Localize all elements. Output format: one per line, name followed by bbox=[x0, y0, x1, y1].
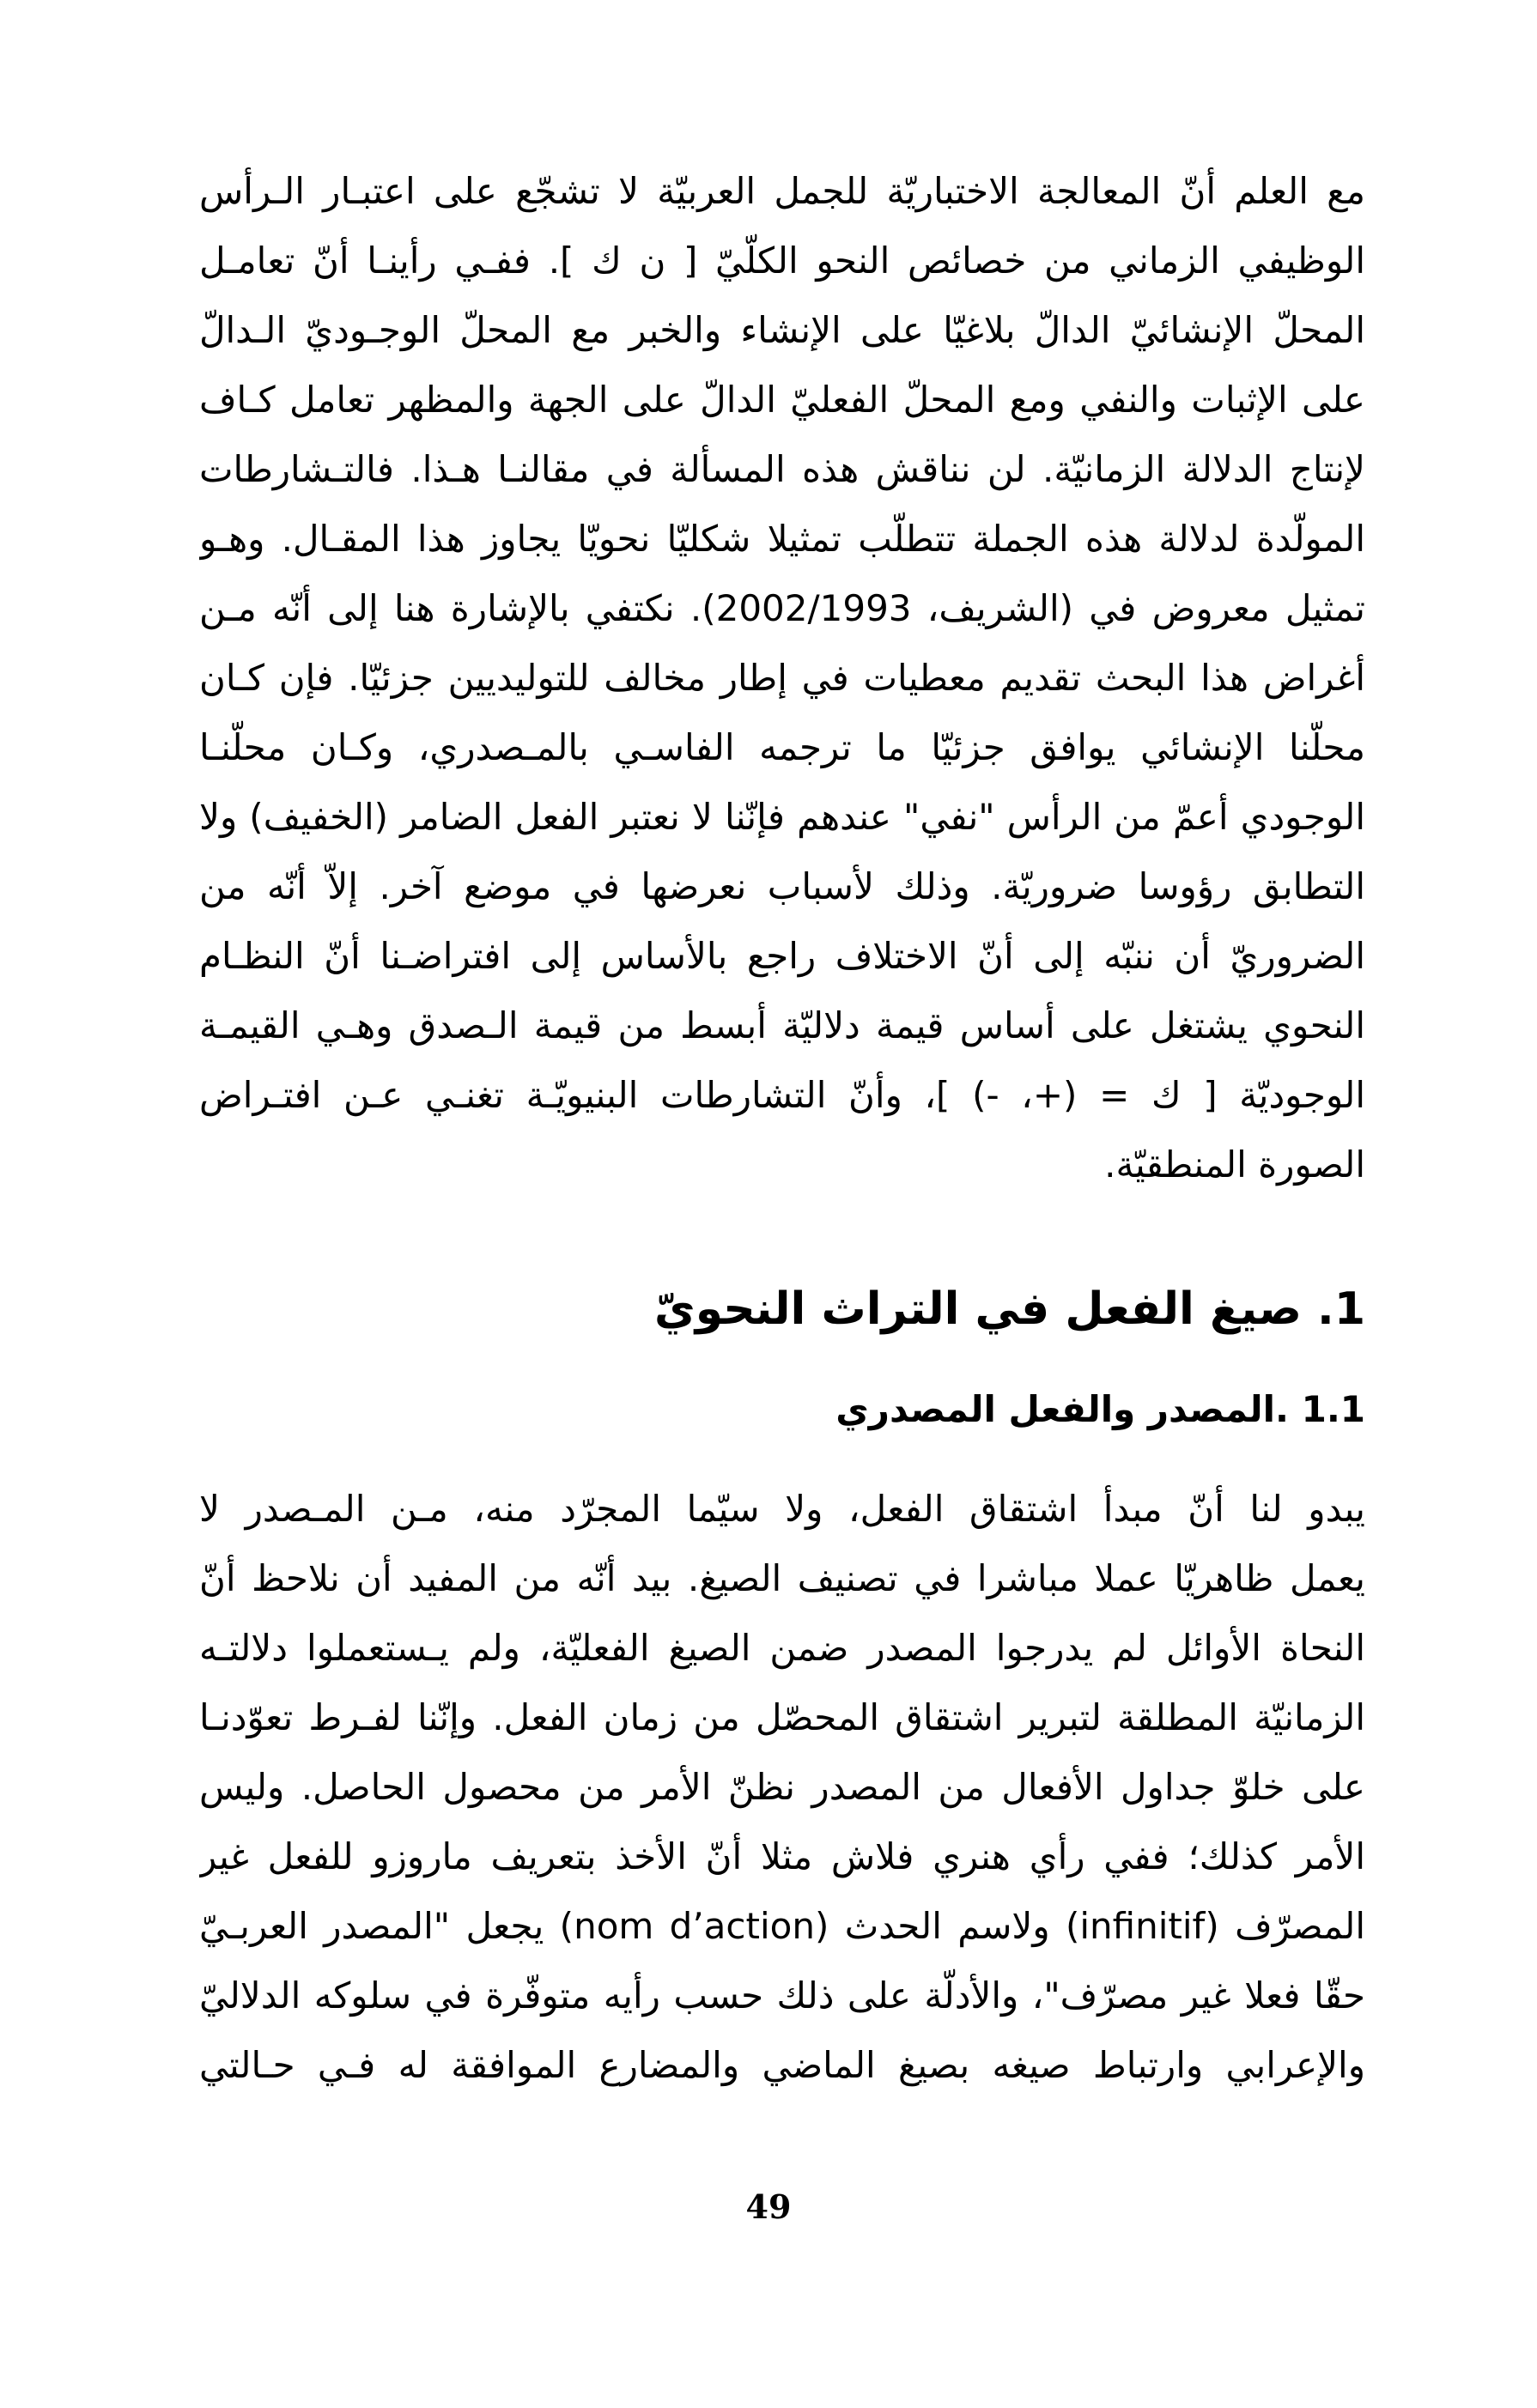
text-line: المصرّف (infinitif) ولاسم الحدث (nom d’action) يجعل "المصدر العربـيّ bbox=[199, 1905, 1365, 1947]
text-line: التطابق رؤوسا ضروريّة. وذلك لأسباب نعرضها في موضع آخر. إلاّ أنّه من bbox=[199, 865, 1365, 907]
section-heading: 1. صيغ الفعل في التراث النحويّ bbox=[654, 1283, 1365, 1335]
text-line: على الإثبات والنفي ومع المحلّ الفعليّ الدالّ على الجهة والمظهر تعامل كـاف bbox=[199, 379, 1365, 421]
text-line: الوجوديّة [ ك = (+، -) ]، وأنّ التشارطات البنيويّـة تغنـي عـن افتـراض bbox=[199, 1074, 1365, 1116]
text-line: والإعرابي وارتباط صيغه بصيغ الماضي والمضارع الموافقة له فـي حـالتي bbox=[199, 2044, 1365, 2086]
text-line: الزمانيّة المطلقة لتبرير اشتقاق المحصّل من زمان الفعل. وإنّنا لفـرط تعوّدنـا bbox=[199, 1696, 1365, 1738]
text-line: حقّا فعلا غير مصرّف"، والأدلّة على ذلك حسب رأيه متوفّرة في سلوكه الدلاليّ bbox=[199, 1974, 1365, 2017]
text-line: الأمر كذلك؛ ففي رأي هنري فلاش مثلا أنّ الأخذ بتعريف ماروزو للفعل غير bbox=[199, 1835, 1365, 1877]
subsection-heading: 1.1 .المصدر والفعل المصدري bbox=[835, 1388, 1365, 1430]
text-line: مع العلم أنّ المعالجة الاختباريّة للجمل العربيّة لا تشجّع على اعتبـار الـرأس bbox=[199, 170, 1365, 212]
body-paragraph-2 bbox=[199, 1474, 1365, 2100]
text-line: المولّدة لدلالة هذه الجملة تتطلّب تمثيلا شكليّا نحويّا يجاوز هذا المقـال. وهـو bbox=[199, 518, 1365, 560]
text-line: الوظيفي الزماني من خصائص النحو الكلّيّ [ ن ك ]. ففـي رأينـا أنّ تعامـل bbox=[199, 240, 1365, 282]
text-line: أغراض هذا البحث تقديم معطيات في إطار مخالف للتوليديين جزئيّا. فإن كـان bbox=[199, 657, 1365, 699]
text-line: الضروريّ أن ننبّه إلى أنّ الاختلاف راجع بالأساس إلى افتراضـنا أنّ النظـام bbox=[199, 935, 1365, 977]
text-line: تمثيل معروض في (الشريف، 2002/1993). نكتفي بالإشارة هنا إلى أنّه مـن bbox=[199, 587, 1365, 629]
text-line: على خلوّ جداول الأفعال من المصدر نظنّ الأمر من محصول الحاصل. وليس bbox=[199, 1766, 1365, 1808]
text-line: النحوي يشتغل على أساس قيمة دلاليّة أبسط من قيمة الـصدق وهـي القيمـة bbox=[199, 1004, 1365, 1046]
text-line: النحاة الأوائل لم يدرجوا المصدر ضمن الصيغ الفعليّة، ولم يـستعملوا دلالتـه bbox=[199, 1627, 1365, 1669]
text-line: يعمل ظاهريّا عملا مباشرا في تصنيف الصيغ. بيد أنّه من المفيد أن نلاحظ أنّ bbox=[199, 1557, 1365, 1599]
text-line: محلّنا الإنشائي يوافق جزئيّا ما ترجمه الفاسـي بالمـصدري، وكـان محلّنـا bbox=[199, 726, 1365, 768]
text-line: يبدو لنا أنّ مبدأ اشتقاق الفعل، ولا سيّما المجرّد منه، مـن المـصدر لا bbox=[199, 1488, 1365, 1530]
text-line: لإنتاج الدلالة الزمانيّة. لن نناقش هذه المسألة في مقالنـا هـذا. فالتـشارطات bbox=[199, 448, 1365, 490]
text-line: المحلّ الإنشائيّ الدالّ بلاغيّا على الإنشاء والخبر مع المحلّ الوجـوديّ الـدالّ bbox=[199, 309, 1365, 351]
page-number: 49 bbox=[745, 2187, 792, 2226]
text-line: الوجودي أعمّ من الرأس "نفي" عندهم فإنّنا لا نعتبر الفعل الضامر (الخفيف) ولا bbox=[199, 796, 1365, 838]
text-line: الصورة المنطقيّة. bbox=[1104, 1143, 1365, 1186]
body-paragraph-1 bbox=[199, 156, 1365, 1199]
